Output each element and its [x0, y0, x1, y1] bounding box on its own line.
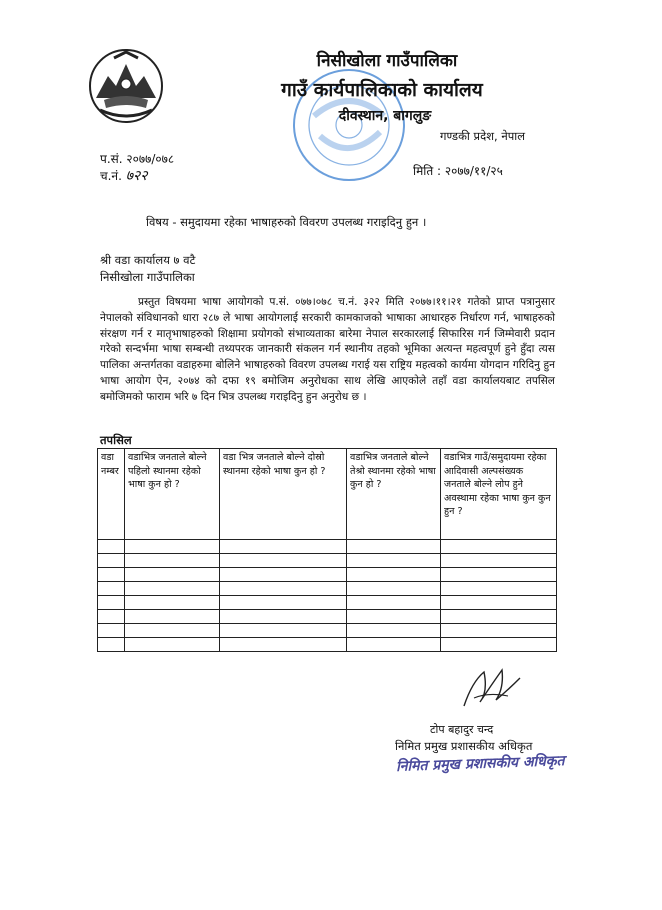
letter-body — [100, 295, 555, 406]
chalani-value: ७२२ — [125, 168, 148, 184]
table-row — [98, 638, 557, 652]
table-row — [98, 610, 557, 624]
chalani-label: च.नं. — [100, 169, 122, 183]
header-second-language: वडा भित्र जनताले बोल्ने दोस्रो स्थानमा रहेको भाषा कुन हो ? — [220, 449, 347, 540]
header-endangered-language: वडाभित्र गाउँ/समुदायमा रहेका आदिवासी अल्पसंख्यक जनताले बोल्ने लोप हुने अवस्थामा रहेका भाषा कुन कुन हुन ? — [441, 449, 557, 540]
province-name: गण्डकी प्रदेश, नेपाल — [440, 129, 526, 143]
table-row — [98, 596, 557, 610]
office-name: गाउँ कार्यपालिकाको कार्यालय — [281, 79, 483, 101]
chalani-number — [100, 166, 148, 185]
language-details-table — [97, 448, 557, 652]
addressee-line-1: श्री वडा कार्यालय ७ वटै — [100, 253, 196, 267]
table-row — [98, 624, 557, 638]
addressee-line-2: निसीखोला गाउँपालिका — [100, 270, 195, 284]
header-first-language: वडाभित्र जनताले बोल्ने पहिलो स्थानमा रहेको भाषा कुन हो ? — [125, 449, 220, 540]
office-location: दीवस्थान, बागलुङ — [338, 108, 432, 124]
patra-sankhya: प.सं. २०७७/०७८ — [100, 152, 175, 166]
designation-stamp: निमित प्रमुख प्रशासकीय अधिकृत — [395, 753, 565, 775]
table-row — [98, 582, 557, 596]
table-header-row — [98, 449, 557, 540]
signer-name: टोप बहादुर चन्द — [430, 723, 494, 736]
table-row — [98, 554, 557, 568]
letter-date: मिति : २०७७/११/२५ — [413, 164, 503, 178]
nepal-emblem-icon — [86, 46, 166, 126]
table-caption: तपसिल — [100, 433, 132, 447]
handwritten-signature — [458, 662, 528, 714]
subject-line: विषय - समुदायमा रहेका भाषाहरुको विवरण उपलब्ध गराइदिनु हुन । — [146, 215, 427, 229]
body-paragraph: प्रस्तुत विषयमा भाषा आयोगको प.सं. ०७७।०७८ च.नं. ३२२ मिति २०७७।११।२१ गतेको प्राप्त पत्रानुसार नेपालको संविधानको धारा २८७ ले भाषा आयोगलाई सरकारी कामकाजको भाषाका आधारहरु निर्धारण गर्न, भाषाहरुको संरक्षण गर्न र मातृभाषाहरुको शिक्षामा प्रयोगको संभाव्यताका बारेमा नेपाल सरकारलाई सिफारिस गर्न जिम्मेवारी प्रदान गरेको सन्दर्भमा भाषा सम्बन्धी तथ्यपरक जानकारी संकलन गर्न स्थानीय तहको भूमिका अत्यन्त महत्वपूर्ण हुने हुँदा त्यस पालिका अन्तर्गतका वडाहरुमा बोलिने भाषाहरुको विवरण उपलब्ध गराई यस राष्ट्रिय महत्वको कार्यमा योगदान गरिदिनु हुन भाषा आयोग ऐन, २०७४ को दफा १९ बमोजिम अनुरोधका साथ लेखि आएकोले तहाँ वडा कार्यालयबाट तपसिल बमोजिमको फाराम भरि ७ दिन भित्र उपलब्ध गराइदिनु हुन अनुरोध छ । — [100, 296, 555, 403]
table-row — [98, 540, 557, 554]
header-ward-number: वडा नम्बर — [98, 449, 125, 540]
municipality-name: निसीखोला गाउँपालिका — [316, 51, 458, 71]
table-row — [98, 568, 557, 582]
signer-title: निमित प्रमुख प्रशासकीय अधिकृत — [395, 739, 533, 753]
header-third-language: वडाभित्र जनताले बोल्ने तेश्रो स्थानमा रहेको भाषा कुन हो ? — [347, 449, 441, 540]
